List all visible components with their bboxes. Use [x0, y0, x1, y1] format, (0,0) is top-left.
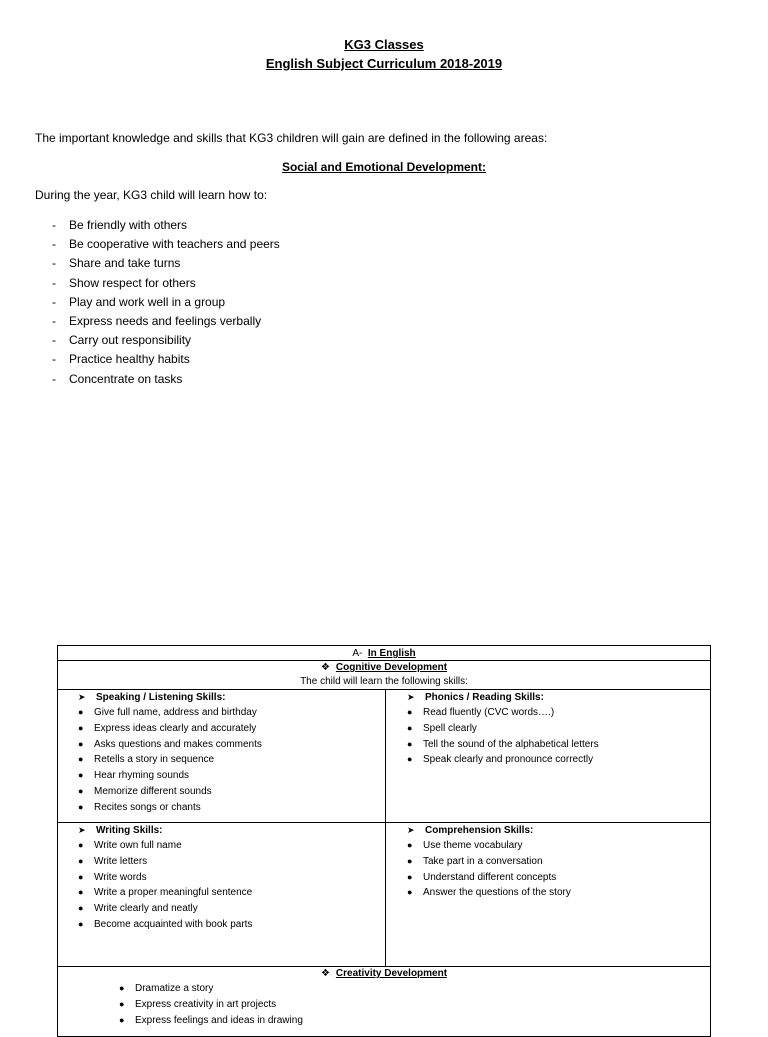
- dash-bullet: -: [52, 218, 56, 232]
- list-item: ● Understand different concepts: [407, 871, 557, 883]
- bullet-icon: ●: [407, 738, 413, 749]
- arrow-bullet-icon: ➤: [78, 825, 86, 835]
- arrow-bullet-icon: ➤: [407, 692, 415, 702]
- writing-skills-title: Writing Skills:: [96, 825, 163, 836]
- list-item: - Share and take turns: [52, 254, 280, 273]
- comprehension-skills-list: [407, 838, 571, 901]
- list-item: - Express needs and feelings verbally: [52, 312, 280, 331]
- speaking-skills-title: Speaking / Listening Skills:: [96, 692, 226, 703]
- list-item: ● Recites songs or chants: [78, 801, 201, 813]
- list-item: ● Write a proper meaningful sentence: [78, 887, 253, 899]
- list-item: ● Answer the questions of the story: [407, 887, 571, 899]
- list-item: ● Speak clearly and pronounce correctly: [407, 754, 594, 766]
- list-item: - Play and work well in a group: [52, 293, 280, 312]
- list-item: ● Memorize different sounds: [78, 785, 212, 797]
- list-item: - Be cooperative with teachers and peers: [52, 235, 280, 254]
- dash-bullet: -: [52, 333, 56, 348]
- social-heading: Social and Emotional Development:: [281, 160, 487, 174]
- bullet-icon: ●: [78, 840, 84, 850]
- intro-paragraph: The important knowledge and skills that KG3 children will gain are defined in the following areas:: [35, 131, 548, 145]
- list-item: - Be friendly with others: [52, 216, 280, 235]
- bullet-icon: ●: [407, 855, 413, 866]
- list-item: ● Read fluently (CVC words….): [407, 707, 555, 718]
- bullet-icon: ●: [407, 871, 413, 882]
- dash-bullet: -: [52, 371, 56, 386]
- bullet-icon: ●: [78, 707, 84, 717]
- section-prefix: A-: [352, 648, 363, 659]
- speaking-skills-list: [78, 705, 262, 816]
- bullet-icon: ●: [78, 871, 84, 882]
- cognitive-lead: The child will learn the following skills:: [300, 676, 468, 687]
- list-item: ● Express ideas clearly and accurately: [78, 722, 257, 734]
- list-item: ● Write letters: [78, 855, 148, 867]
- dash-bullet: -: [52, 256, 56, 271]
- bullet-icon: ●: [119, 998, 125, 1009]
- list-item: ● Become acquainted with book parts: [78, 918, 253, 930]
- phonics-skills-cell: [407, 690, 599, 768]
- social-skill-list: [52, 216, 280, 389]
- comprehension-skills-title: Comprehension Skills:: [425, 825, 534, 836]
- list-item: ● Express feelings and ideas in drawing: [119, 1014, 303, 1026]
- bullet-icon: ●: [407, 754, 413, 765]
- bullet-icon: ●: [78, 722, 84, 733]
- list-item: ● Retells a story in sequence: [78, 754, 215, 766]
- speaking-skills-cell: [78, 690, 262, 816]
- list-item: - Carry out responsibility: [52, 331, 280, 350]
- arrow-bullet-icon: ➤: [407, 825, 415, 835]
- dash-bullet: -: [52, 275, 56, 290]
- bullet-icon: ●: [407, 707, 413, 717]
- cognitive-title: Cognitive Development: [335, 662, 448, 673]
- list-item: ● Hear rhyming sounds: [78, 770, 190, 782]
- cognitive-heading-row: [58, 661, 710, 674]
- bullet-icon: ●: [407, 887, 413, 898]
- list-item: ● Take part in a conversation: [407, 855, 543, 867]
- list-item: ● Dramatize a story: [119, 983, 214, 994]
- writing-skills-cell: [78, 823, 252, 933]
- section-title: In English: [367, 648, 416, 659]
- bullet-icon: ●: [78, 887, 84, 898]
- list-item: - Concentrate on tasks: [52, 370, 280, 389]
- dash-bullet: -: [52, 352, 56, 367]
- list-item: ● Tell the sound of the alphabetical letters: [407, 738, 599, 750]
- bullet-icon: ●: [119, 1014, 125, 1025]
- creativity-title: Creativity Development: [335, 968, 448, 979]
- section-title-row: [58, 647, 710, 660]
- list-item: ● Express creativity in art projects: [119, 998, 277, 1010]
- bullet-icon: ●: [78, 770, 84, 781]
- bullet-icon: ●: [78, 738, 84, 749]
- creativity-list: [119, 981, 303, 1028]
- list-item: ● Spell clearly: [407, 722, 477, 734]
- bullet-icon: ●: [407, 840, 413, 850]
- column-divider: [385, 689, 386, 966]
- bullet-icon: ●: [78, 903, 84, 914]
- list-item: ● Use theme vocabulary: [407, 840, 523, 851]
- list-item: ● Write own full name: [78, 840, 182, 851]
- dash-bullet: -: [52, 294, 56, 309]
- writing-skills-list: [78, 838, 252, 933]
- list-item: ● Asks questions and makes comments: [78, 738, 262, 750]
- bullet-icon: ●: [78, 754, 84, 765]
- list-item: ● Write words: [78, 871, 147, 883]
- comprehension-skills-cell: [407, 823, 571, 901]
- bullet-icon: ●: [119, 983, 125, 993]
- dash-bullet: -: [52, 313, 56, 328]
- diamond-bullet-icon: ❖: [320, 662, 330, 673]
- bullet-icon: ●: [407, 722, 413, 733]
- bullet-icon: ●: [78, 918, 84, 929]
- document-title: KG3 Classes: [344, 37, 424, 52]
- list-item: - Show respect for others: [52, 274, 280, 293]
- bullet-icon: ●: [78, 855, 84, 866]
- bullet-icon: ●: [78, 801, 84, 812]
- dash-bullet: -: [52, 237, 56, 252]
- curriculum-table: [57, 645, 711, 1037]
- list-item: - Practice healthy habits: [52, 350, 280, 369]
- bullet-icon: ●: [78, 785, 84, 796]
- diamond-bullet-icon: ❖: [320, 968, 330, 979]
- creativity-cell: [119, 981, 303, 1028]
- phonics-skills-title: Phonics / Reading Skills:: [425, 692, 544, 703]
- arrow-bullet-icon: ➤: [78, 692, 86, 702]
- phonics-skills-list: [407, 705, 599, 768]
- list-item: ● Write clearly and neatly: [78, 903, 198, 915]
- creativity-heading-row: [58, 967, 710, 980]
- social-lead: During the year, KG3 child will learn how to:: [35, 188, 268, 202]
- list-item: ● Give full name, address and birthday: [78, 707, 257, 718]
- document-subtitle: English Subject Curriculum 2018-2019: [265, 56, 503, 71]
